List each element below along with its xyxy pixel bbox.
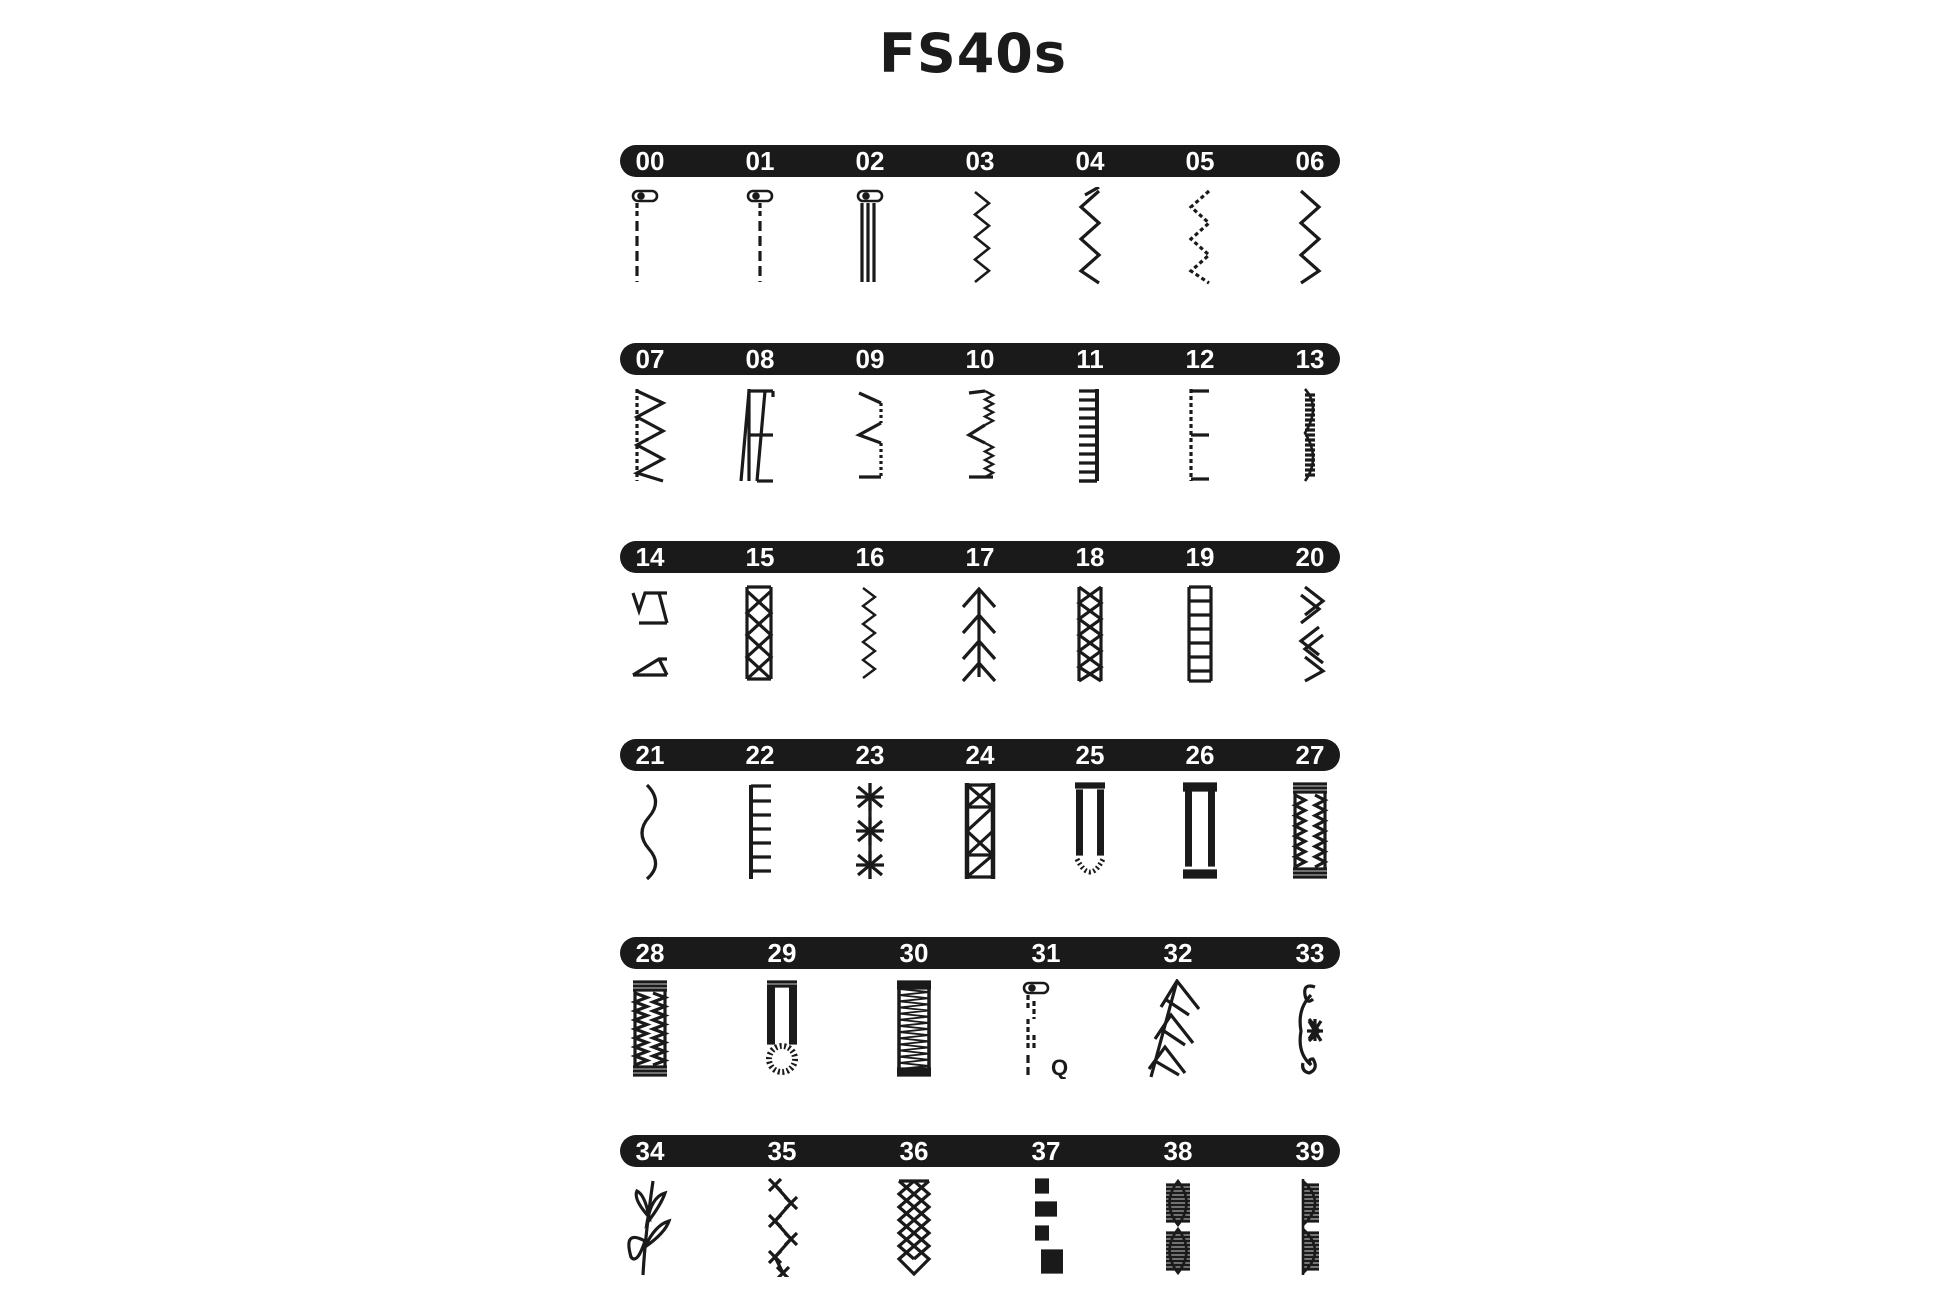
page-title: FS40s xyxy=(878,22,1068,85)
stitch-number: 16 xyxy=(855,542,885,572)
stitch-number: 23 xyxy=(855,740,885,770)
straight-stitch-center-icon xyxy=(725,187,795,287)
stitch-number: 10 xyxy=(965,344,995,374)
lattice-stitch-icon xyxy=(879,1177,949,1277)
stitch-number: 03 xyxy=(965,146,995,176)
scroll-stitch-icon xyxy=(1275,979,1345,1079)
double-overlock-icon xyxy=(725,583,795,683)
square-buttonhole-icon xyxy=(1165,781,1235,881)
stitch-number: 21 xyxy=(635,740,665,770)
ladder-stitch-icon xyxy=(1165,583,1235,683)
slant-overcast-icon xyxy=(725,385,795,485)
stitch-row xyxy=(620,541,1340,701)
stitch-number: 13 xyxy=(1295,344,1325,374)
stretch-blind-hem-icon xyxy=(945,385,1015,485)
svg-text:Q: Q xyxy=(1051,1055,1069,1079)
keyhole-buttonhole-icon xyxy=(747,979,817,1079)
number-bar xyxy=(620,541,1340,573)
stitch-number: 01 xyxy=(745,146,775,176)
dotted-edge-icon xyxy=(1165,385,1235,485)
stitch-number: 06 xyxy=(1295,146,1325,176)
chevron-stitch-icon xyxy=(1275,583,1345,683)
stitch-number: 34 xyxy=(635,1136,665,1166)
stitch-number: 37 xyxy=(1031,1136,1061,1166)
arrow-cross-icon xyxy=(747,1177,817,1277)
stitch-number: 35 xyxy=(767,1136,797,1166)
stitch-number: 39 xyxy=(1295,1136,1325,1166)
number-bar xyxy=(620,739,1340,771)
serpentine-stitch-icon xyxy=(615,781,685,881)
stitch-number: 00 xyxy=(635,146,665,176)
shell-tuck-icon xyxy=(1275,385,1345,485)
heirloom-buttonhole-icon xyxy=(615,979,685,1079)
stitch-number: 19 xyxy=(1185,542,1215,572)
leaf-vine-icon xyxy=(615,1177,685,1277)
stitch-number: 38 xyxy=(1163,1136,1193,1166)
quilting-stitch-icon xyxy=(1011,979,1081,1079)
triangle-satin-icon xyxy=(945,781,1015,881)
ladder-edge-icon xyxy=(1055,385,1125,485)
number-bar xyxy=(620,937,1340,969)
stitch-number: 22 xyxy=(745,740,775,770)
stitch-number: 29 xyxy=(767,938,797,968)
stitch-row xyxy=(620,937,1340,1097)
elastic-stitch-icon xyxy=(835,583,905,683)
stitch-number: 30 xyxy=(899,938,929,968)
blind-hem-icon xyxy=(835,385,905,485)
stitch-number: 09 xyxy=(855,344,885,374)
stitch-number: 11 xyxy=(1076,344,1104,374)
feather-stitch-icon xyxy=(945,583,1015,683)
star-stitch-icon xyxy=(835,781,905,881)
comb-stitch-icon xyxy=(725,781,795,881)
stitch-number: 25 xyxy=(1075,740,1105,770)
number-bar xyxy=(620,145,1340,177)
stitch-number: 05 xyxy=(1185,146,1215,176)
oval-satin-icon xyxy=(1143,1177,1213,1277)
round-buttonhole-icon xyxy=(1055,781,1125,881)
straight-stitch-left-icon xyxy=(615,187,685,287)
cross-stitch-icon xyxy=(1055,583,1125,683)
stitch-number: 32 xyxy=(1163,938,1193,968)
stitch-number: 20 xyxy=(1295,542,1325,572)
stretch-buttonhole-icon xyxy=(1275,781,1345,881)
stitch-number: 28 xyxy=(635,938,665,968)
overcast-stitch-icon xyxy=(615,385,685,485)
stitch-number: 24 xyxy=(965,740,995,770)
triple-zigzag-icon xyxy=(945,187,1015,287)
stitch-row xyxy=(620,343,1340,503)
tricot-stitch-icon xyxy=(615,583,685,683)
stitch-number: 17 xyxy=(965,542,995,572)
stitch-number: 15 xyxy=(745,542,775,572)
stitch-number: 33 xyxy=(1295,938,1325,968)
step-block-icon xyxy=(1011,1177,1081,1277)
stitch-row xyxy=(620,739,1340,899)
stitch-number: 31 xyxy=(1031,938,1061,968)
half-moon-satin-icon xyxy=(1275,1177,1345,1277)
stitch-number: 08 xyxy=(745,344,775,374)
multi-step-zigzag-icon xyxy=(1165,187,1235,287)
wide-zigzag-icon xyxy=(1275,187,1345,287)
number-bar xyxy=(620,1135,1340,1167)
stitch-number: 36 xyxy=(899,1136,929,1166)
stitch-number: 14 xyxy=(635,542,665,572)
stitch-row xyxy=(620,1135,1340,1295)
zigzag-stitch-icon xyxy=(1055,187,1125,287)
stitch-number: 02 xyxy=(855,146,885,176)
triple-straight-stitch-icon xyxy=(835,187,905,287)
stitch-number: 04 xyxy=(1075,146,1105,176)
number-bar xyxy=(620,343,1340,375)
bar-tack-icon xyxy=(879,979,949,1079)
stitch-number: 12 xyxy=(1185,344,1215,374)
stitch-number: 26 xyxy=(1185,740,1215,770)
stitch-number: 27 xyxy=(1295,740,1325,770)
stitch-number: 18 xyxy=(1075,542,1105,572)
stitch-row xyxy=(620,145,1340,305)
stitch-number: 07 xyxy=(635,344,665,374)
fern-stitch-icon xyxy=(1143,979,1213,1079)
